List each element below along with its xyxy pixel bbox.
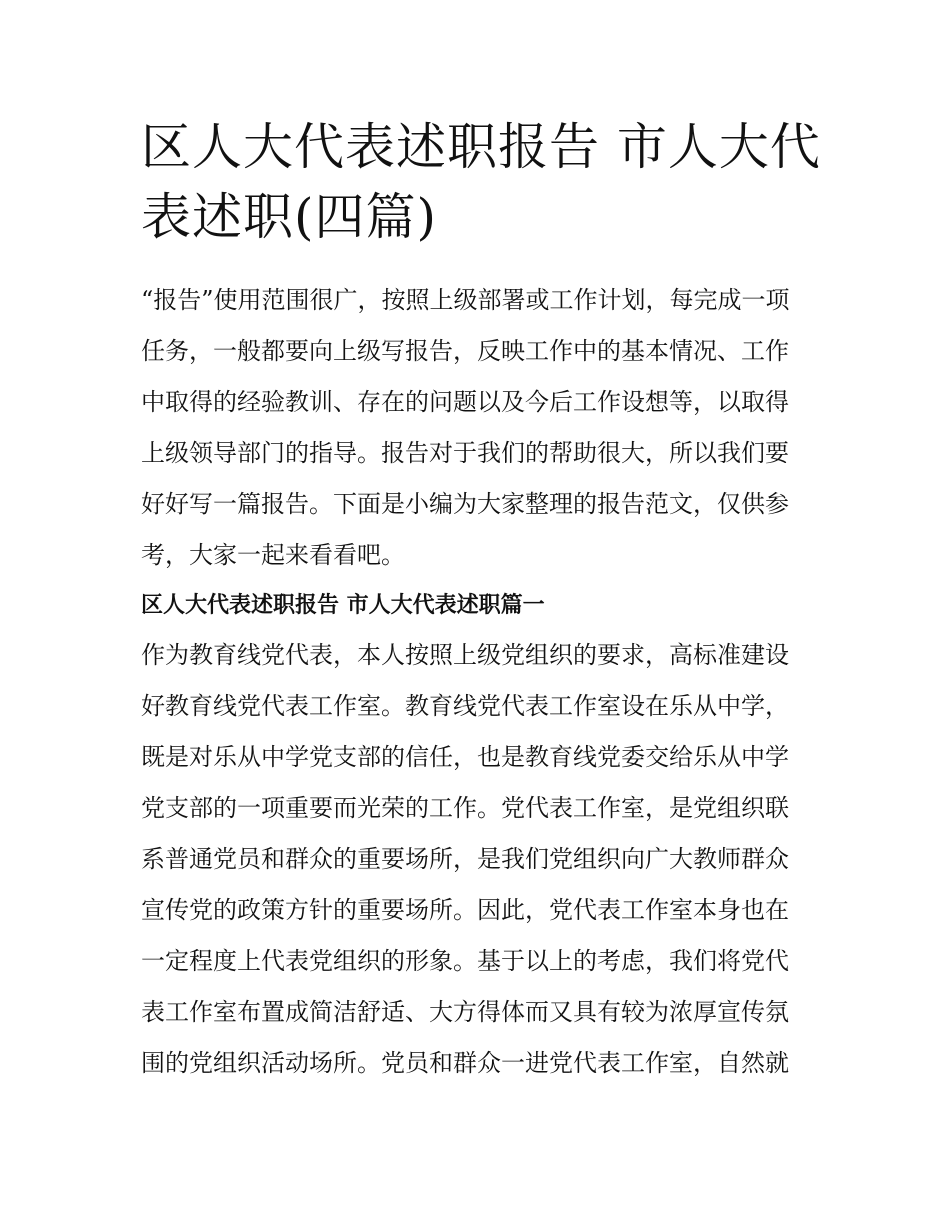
section-heading: 区人大代表述职报告 市人大代表述职篇一	[141, 592, 545, 618]
intro-line: 中取得的经验教训、存在的问题以及今后工作设想等，以取得	[141, 388, 789, 416]
body-line: 表工作室布置成简洁舒适、大方得体而又具有较为浓厚宣传氛	[141, 998, 789, 1026]
intro-line: 考，大家一起来看看吧。	[141, 541, 405, 569]
body-line: 党支部的一项重要而光荣的工作。党代表工作室，是党组织联	[141, 794, 789, 822]
body-line: 系普通党员和群众的重要场所，是我们党组织向广大教师群众	[141, 845, 789, 873]
body-paragraph	[141, 630, 813, 1089]
body-line: 围的党组织活动场所。党员和群众一进党代表工作室，自然就	[141, 1049, 789, 1077]
body-line: 宣传党的政策方针的重要场所。因此，党代表工作室本身也在	[141, 896, 789, 924]
intro-line: 好好写一篇报告。下面是小编为大家整理的报告范文，仅供参	[141, 490, 789, 518]
body-line: 既是对乐从中学党支部的信任，也是教育线党委交给乐从中学	[141, 743, 789, 771]
intro-line: 上级领导部门的指导。报告对于我们的帮助很大，所以我们要	[141, 439, 789, 467]
intro-line: 任务，一般都要向上级写报告，反映工作中的基本情况、工作	[141, 337, 789, 365]
title-line: 区人大代表述职报告 市人大代	[141, 118, 821, 176]
body-line: 一定程度上代表党组织的形象。基于以上的考虑，我们将党代	[141, 947, 789, 975]
body-line: 作为教育线党代表，本人按照上级党组织的要求，高标准建设	[141, 641, 789, 669]
intro-paragraph	[141, 275, 813, 581]
intro-line: “报告”使用范围很广，按照上级部署或工作计划，每完成一项	[141, 286, 790, 314]
body-line: 好教育线党代表工作室。教育线党代表工作室设在乐从中学，	[141, 692, 789, 720]
title-line: 表述职(四篇)	[141, 188, 438, 246]
document-title	[141, 112, 821, 252]
